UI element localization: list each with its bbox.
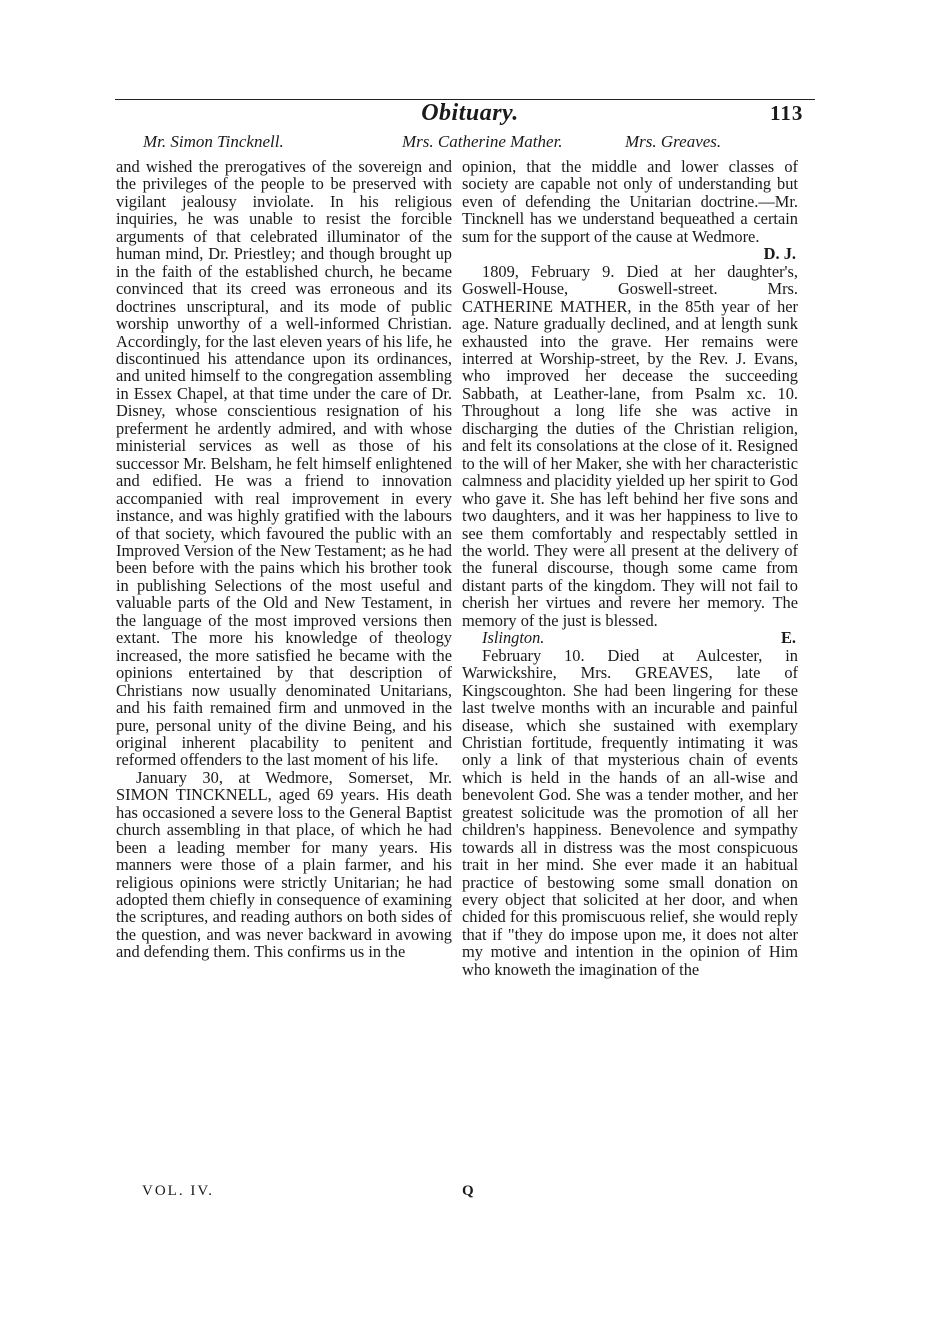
volume-label: VOL. IV.	[142, 1183, 214, 1199]
page-number: 113	[770, 101, 804, 125]
tincknell-paragraph-continued: and wished the prerogatives of the sovereign and the privileges of the people to be preserved with vigilant jealousy inviolate. In his religious inquiries, he was unable to resist the forcible arguments of that celebrated illuminator of the human mind, Dr. Priestley; and though brought up in the faith of the established church, he became convinced that its creed was erroneous and its doctrines unscriptural, and its mode of public worship unworthy of a well-informed Christian. Accordingly, for the last eleven years of his life, he discontinued his attendance upon its ordinances, and united himself to the congregation assembling in Essex Chapel, at that time under the care of Dr. Disney, whose conscientious resignation of his preferment he ardently admired, and with whose ministerial services as well as those of his successor Mr. Belsham, he felt himself enlightened and edified. He was a friend to innovation accompanied with real improvement in every instance, and was highly gratified with the labours of that society, which favoured the public with an Improved Version of the New Testament; as he had been before with the pains which his brother took in publishing Selections of the most useful and valuable parts of the Old and New Testament, in the language of the most improved versions then extant. The more his knowledge of theology increased, the more satisfied he became with the opinions entertained by that description of Christians now usually denominated Unitarians, and his faith remained firm and unmoved in the pure, personal unity of the divine Being, and his original inherent placability to penitent and reformed offenders to the last moment of his life.	[116, 157, 452, 770]
running-heads	[115, 132, 815, 156]
signature-mark: Q	[462, 1183, 474, 1199]
page-title: Obituary.	[421, 100, 519, 126]
tincknell-paragraph-end: opinion, that the middle and lower classes of society are capable not only of understanding but even of defending the Unitarian doctrine.—Mr. Tincknell has we understand bequeathed a certain sum for the support of the cause at Wedmore.	[462, 157, 798, 246]
signature-place: Islington.	[482, 628, 545, 648]
mather-obituary: 1809, February 9. Died at her daughter's, Goswell-House, Goswell-street. Mrs. CATHERINE MATHER, in the 85th year of her age. Nature gradually declined, and at length sunk exhausted into the grave. Her remains were interred at Worship-street, by the Rev. J. Evans, who improved her decease the succeeding Sabbath, at Leather-lane, from Psalm xc. 10. Throughout a long life she was active in discharging the duties of the Christian religion, and felt its consolations at the close of it. Resigned to the will of her Maker, she with her characteristic calmness and placidity yielded up her spirit to God who gave it. She has left behind her five sons and two daughters, and it was her happiness to live to see them comfortably and respectably settled in the world. They were all present at the delivery of the funeral discourse, though some came from distant parts of the kingdom. They will not fail to cherish her virtues and revere her memory. The memory of the just is blessed.	[462, 261, 798, 630]
running-head-mather: Mrs. Catherine Mather.	[402, 132, 563, 151]
left-column	[116, 158, 452, 961]
tincknell-obituary: January 30, at Wedmore, Somerset, Mr. SIMON TINCKNELL, aged 69 years. His death has occasioned a severe loss to the General Baptist church assembling in that place, of which he had been a leading member for many years. His manners were those of a plain farmer, and his religious opinions were strictly Unitarian; he had adopted them chiefly in consequence of examining the scriptures, and reading authors on both sides of the question, and was never backward in avowing and defending them. This confirms us in the	[116, 767, 452, 962]
signature-initials: D. J.	[763, 244, 796, 264]
signature-initials: E.	[780, 628, 796, 648]
right-column	[462, 158, 798, 978]
running-head-greaves: Mrs. Greaves.	[625, 132, 722, 151]
signature-place	[462, 245, 482, 262]
greaves-obituary: February 10. Died at Aulcester, in Warwickshire, Mrs. GREAVES, late of Kingscoughton. She had been lingering for these last twelve months with an incurable and painful disease, which she sustained with exemplary Christian fortitude, frequently intimating it was only a link of that mysterious chain of events which is held in the hands of an all-wise and benevolent God. She was a tender mother, and her greatest solicitude was the promotion of all her children's happiness. Benevolence and sympathy towards all in distress was the most conspicuous trait in her mind. She ever made it an habitual practice of bestowing some small donation on every object that solicited at her door, and when chided for this promiscuous relief, she would reply that if "they do impose upon me, it does not alter my motive and intention in the opinion of Him who knoweth the imagination of the	[462, 645, 798, 979]
running-head-tincknell: Mr. Simon Tincknell.	[143, 132, 284, 151]
signature-line-dj	[462, 245, 798, 262]
signature-line-e	[462, 629, 798, 646]
